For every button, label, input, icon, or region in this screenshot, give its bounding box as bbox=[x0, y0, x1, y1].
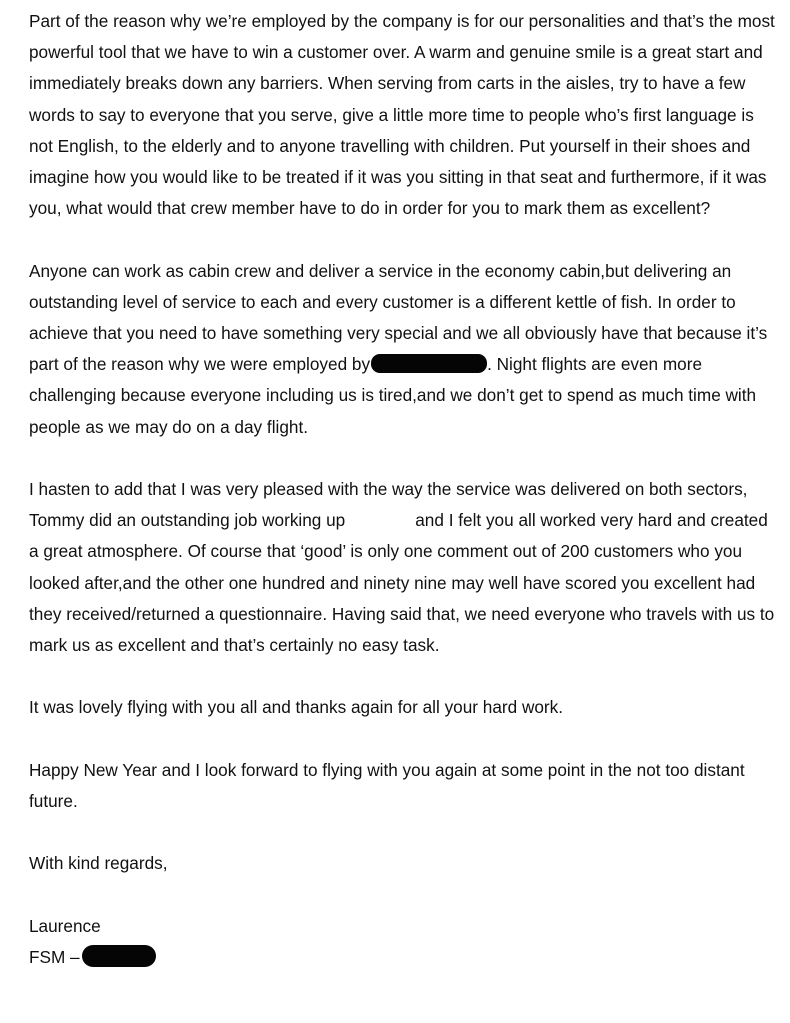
paragraph-service-delivery bbox=[29, 474, 781, 661]
signature-title bbox=[29, 942, 781, 973]
paragraph-personality bbox=[29, 6, 781, 224]
paragraph-cabin-crew bbox=[29, 256, 781, 443]
signature-name-text: Laurence bbox=[29, 915, 101, 936]
signature-block bbox=[29, 911, 781, 973]
paragraph-text-start: Anyone can work as cabin crew and deliver a service in the economy cabin,but delivering an outstanding level of service to each and every customer is a different kettle of fish. In order to achieve that you need to have something very special and we all obviously have that because it’s part of the reason why we were employed by bbox=[29, 260, 768, 375]
redacted-signature-surname bbox=[82, 945, 156, 967]
paragraph-text-end: . Night flights are even more challenging because everyone including us is tired,and we don’t get to spend as much time with people as we may do on a day flight. bbox=[29, 354, 757, 437]
paragraph-text: Part of the reason why we’re employed by the company is for our personalities and that’s the most powerful tool that we have to win a customer over. A warm and genuine smile is a great start and immediately breaks down any barriers. When serving from carts in the aisles, try to have a few words to say to everyone that you serve, give a little more time to people who’s first language is not English, to the elderly and to anyone travelling with children. Put yourself in their shoes and imagine how you would like to be treated if it was you sitting in that seat and furthermore, if it was you, what would that crew member have to do in order for you to mark them as excellent? bbox=[29, 11, 775, 219]
closing-line bbox=[29, 848, 781, 879]
closing-text: With kind regards, bbox=[29, 853, 168, 874]
paragraph-text-start: I hasten to add that I was very pleased with the way the service was delivered on both sectors, Tommy did an outstanding job working up bbox=[29, 479, 748, 531]
paragraph-thanks bbox=[29, 692, 781, 723]
signature-title-text: FSM – bbox=[29, 946, 80, 967]
paragraph-text-end: and I felt you all worked very hard and created a great atmosphere. Of course that ‘good’ is only one comment out of 200 customers who you looked after,and the other one hundred and ninety nine may well have scored you excellent had they received/returned a questionnaire. Having said that, we need everyone who travels with us to mark us as excellent and that’s certainly no easy task. bbox=[29, 510, 775, 656]
signature-name bbox=[29, 911, 781, 942]
paragraph-new-year bbox=[29, 755, 781, 817]
paragraph-text: Happy New Year and I look forward to flying with you again at some point in the not too distant future. bbox=[29, 759, 745, 812]
paragraph-text: It was lovely flying with you all and thanks again for all your hard work. bbox=[29, 697, 564, 718]
redacted-company-name bbox=[371, 354, 487, 373]
letter-body bbox=[29, 6, 781, 973]
